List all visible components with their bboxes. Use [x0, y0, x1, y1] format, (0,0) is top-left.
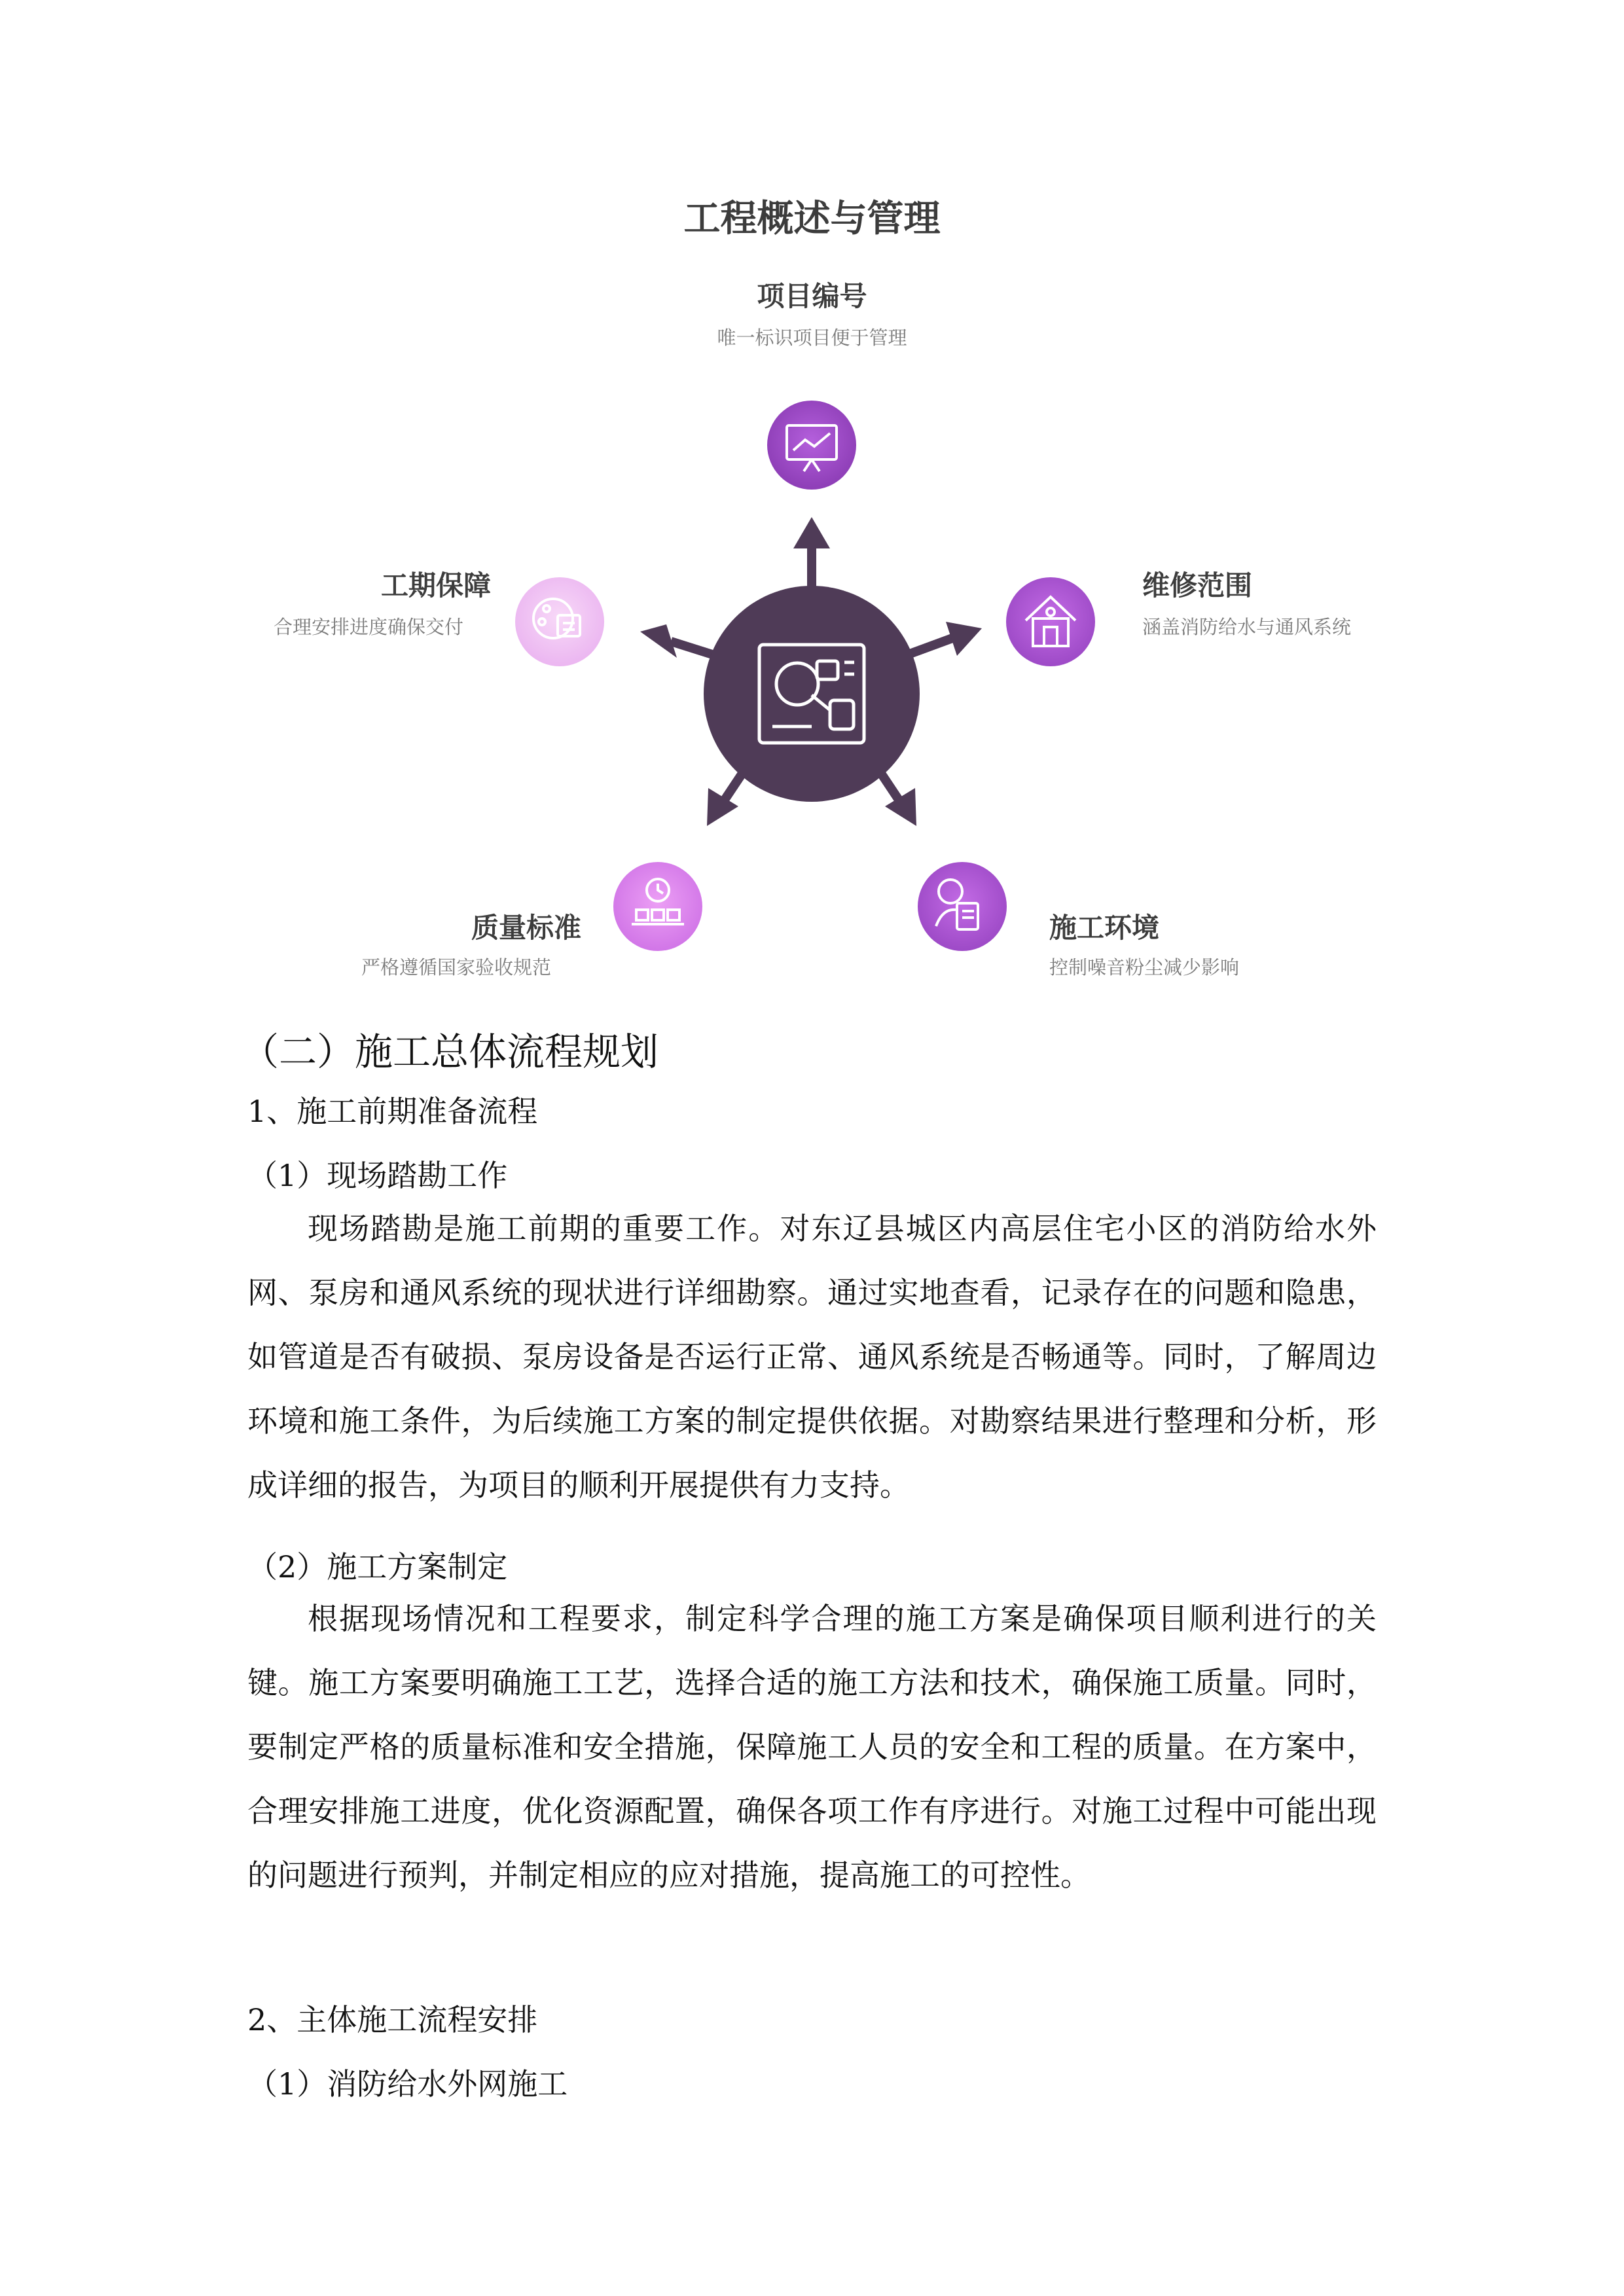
- node-title-project-id: 项目编号: [757, 280, 867, 312]
- node-title-construction-env: 施工环境: [1049, 912, 1160, 944]
- node-circle-repair-scope: [1006, 577, 1095, 666]
- node-desc-schedule: 合理安排进度确保交付: [274, 616, 464, 638]
- node-desc-construction-env: 控制噪音粉尘减少影响: [1049, 956, 1240, 978]
- node-circle-project-id: [767, 401, 856, 490]
- diagram-title: 工程概述与管理: [683, 198, 941, 240]
- node-desc-project-id: 唯一标识项目便于管理: [717, 327, 907, 349]
- subsection-heading-main: 2、主体施工流程安排: [247, 2002, 538, 2037]
- hub-circle: [704, 586, 920, 802]
- paragraph-site-survey: 现场踏勘是施工前期的重要工作。对东辽县城区内高层住宅小区的消防给水外网、泵房和通风系统的现状进行详细勘察。通过实地查看，记录存在的问题和隐患，如管道是否有破损、泵房设备是否运行正常、通风系统是否畅通等。同时，了解周边环境和施工条件，为后续施工方案的制定提供依据。对勘察结果进行整理和分析，形成详细的报告，为项目的顺利开展提供有力支持。: [247, 1211, 1377, 1503]
- paragraph-plan: 根据现场情况和工程要求，制定科学合理的施工方案是确保项目顺利进行的关键。施工方案要明确施工工艺，选择合适的施工方法和技术，确保施工质量。同时，要制定严格的质量标准和安全措施，保障施工人员的安全和工程的质量。在方案中，合理安排施工进度，优化资源配置，确保各项工作有序进行。对施工过程中可能出现的问题进行预判，并制定相应的应对措施，提高施工的可控性。: [247, 1601, 1377, 1893]
- node-title-schedule: 工期保障: [381, 569, 492, 601]
- item-heading-plan: （2）施工方案制定: [247, 1549, 508, 1585]
- item-heading-site-survey: （1）现场踏勘工作: [247, 1158, 508, 1193]
- subsection-heading-prep: 1、施工前期准备流程: [247, 1094, 538, 1129]
- node-desc-quality: 严格遵循国家验收规范: [361, 956, 552, 978]
- node-circle-schedule: [515, 577, 604, 666]
- node-circle-quality: [613, 862, 702, 951]
- node-title-quality: 质量标准: [471, 912, 582, 944]
- node-circle-construction-env: [918, 862, 1007, 951]
- section-heading: （二）施工总体流程规划: [241, 1030, 659, 1074]
- item-heading-fire-water: （1）消防给水外网施工: [247, 2066, 568, 2102]
- node-desc-repair-scope: 涵盖消防给水与通风系统: [1142, 616, 1352, 638]
- concept-diagram: [0, 0, 1624, 1021]
- node-title-repair-scope: 维修范围: [1142, 569, 1253, 601]
